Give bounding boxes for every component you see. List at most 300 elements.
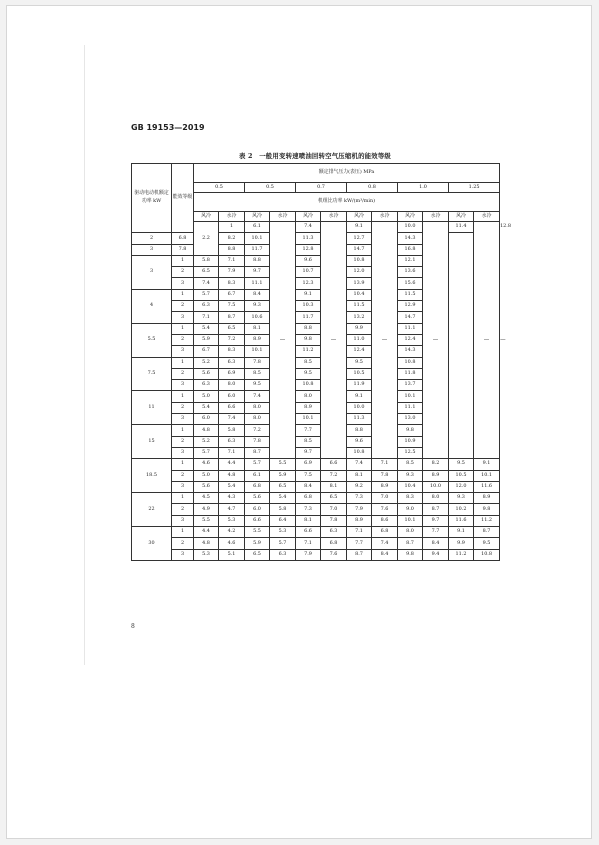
air-cooled-value-cell: 9.5 <box>296 368 321 379</box>
air-cooled-value-cell: 10.5 <box>347 368 372 379</box>
table-row <box>132 459 500 470</box>
header-water-cooled: 水冷 <box>474 212 500 222</box>
power-rating-cell: 30 <box>132 527 172 561</box>
header-water-cooled: 水冷 <box>270 212 296 222</box>
efficiency-level-cell: 1 <box>172 323 194 334</box>
air-cooled-value-cell: 10.6 <box>245 312 270 323</box>
efficiency-level-cell: 1 <box>172 391 194 402</box>
water-cooled-value-cell: 5.4 <box>219 481 245 492</box>
water-cooled-value-cell: 6.5 <box>270 481 296 492</box>
efficiency-level-cell: 1 <box>172 289 194 300</box>
air-cooled-value-cell: 5.7 <box>245 459 270 470</box>
efficiency-level-cell: 3 <box>172 346 194 357</box>
air-cooled-value-cell: 8.9 <box>347 515 372 526</box>
water-cooled-value-cell: 4.7 <box>219 504 245 515</box>
air-cooled-value-cell: 8.0 <box>245 414 270 425</box>
table-caption: 表 2 一般用变转速喷油回转空气压缩机的能效等级 <box>238 152 392 160</box>
air-cooled-value-cell: 5.2 <box>194 357 219 368</box>
efficiency-level-cell: 2 <box>132 233 172 244</box>
water-cooled-value-cell: 7.1 <box>372 459 398 470</box>
air-cooled-value-cell: 6.0 <box>245 504 270 515</box>
efficiency-level-cell: 2 <box>172 470 194 481</box>
air-cooled-value-cell: 5.4 <box>194 323 219 334</box>
water-cooled-value-cell: 6.4 <box>270 515 296 526</box>
air-cooled-value-cell: 7.1 <box>347 527 372 538</box>
efficiency-level-cell: 3 <box>172 515 194 526</box>
air-cooled-value-cell: 6.6 <box>245 515 270 526</box>
air-cooled-value-cell: 8.9 <box>296 402 321 413</box>
air-cooled-value-cell: 7.8 <box>245 436 270 447</box>
efficiency-level-cell: 3 <box>172 414 194 425</box>
air-cooled-value-cell: 11.2 <box>296 346 321 357</box>
air-cooled-value-cell: 6.8 <box>172 233 194 244</box>
efficiency-level-cell: 2 <box>172 538 194 549</box>
air-cooled-value-cell: 6.5 <box>219 323 245 334</box>
air-cooled-value-cell: 9.0 <box>398 504 423 515</box>
water-cooled-value-cell: 8.2 <box>423 459 449 470</box>
table-row <box>132 549 500 560</box>
air-cooled-value-cell: 9.3 <box>245 301 270 312</box>
air-cooled-value-cell: 10.8 <box>347 255 372 266</box>
air-cooled-value-cell: 10.4 <box>347 289 372 300</box>
air-cooled-value-cell: 6.3 <box>194 301 219 312</box>
table-row <box>132 515 500 526</box>
water-cooled-not-applicable-cell: — <box>372 222 398 459</box>
air-cooled-value-cell: 11.4 <box>449 222 474 233</box>
water-cooled-value-cell: 4.4 <box>219 459 245 470</box>
water-cooled-not-applicable-cell: — <box>321 222 347 459</box>
water-cooled-value-cell: 7.0 <box>321 504 347 515</box>
water-cooled-not-applicable-cell: — <box>270 222 296 459</box>
water-cooled-value-cell: 9.4 <box>423 549 449 560</box>
efficiency-level-cell: 3 <box>172 380 194 391</box>
water-cooled-value-cell: 5.1 <box>219 549 245 560</box>
air-cooled-value-cell: 7.4 <box>296 222 321 233</box>
air-cooled-value-cell: 9.8 <box>398 425 423 436</box>
efficiency-level-cell: 3 <box>172 447 194 458</box>
water-cooled-value-cell: 7.6 <box>321 549 347 560</box>
header-water-cooled: 水冷 <box>219 212 245 222</box>
air-cooled-value-cell: 6.7 <box>219 289 245 300</box>
air-cooled-value-cell: 7.4 <box>219 414 245 425</box>
air-cooled-value-cell: 7.9 <box>219 267 245 278</box>
water-cooled-value-cell: 6.6 <box>321 459 347 470</box>
water-cooled-value-cell: 8.0 <box>423 493 449 504</box>
power-rating-cell: 2.2 <box>194 222 219 256</box>
air-cooled-value-cell: 11.3 <box>347 414 372 425</box>
air-cooled-value-cell: 8.8 <box>219 244 245 255</box>
water-cooled-value-cell: 10.8 <box>474 549 500 560</box>
air-cooled-value-cell: 8.1 <box>347 470 372 481</box>
air-cooled-value-cell: 7.1 <box>296 538 321 549</box>
water-cooled-value-cell: 4.2 <box>219 527 245 538</box>
air-cooled-value-cell: 6.1 <box>245 470 270 481</box>
air-cooled-value-cell: 14.3 <box>398 346 423 357</box>
air-cooled-value-cell: 7.3 <box>296 504 321 515</box>
air-cooled-value-cell: 6.1 <box>245 222 270 233</box>
air-cooled-value-cell: 12.4 <box>347 346 372 357</box>
air-cooled-value-cell: 9.7 <box>245 267 270 278</box>
header-air-cooled: 风冷 <box>449 212 474 222</box>
air-cooled-value-cell: 8.9 <box>245 334 270 345</box>
header-air-cooled: 风冷 <box>398 212 423 222</box>
air-cooled-value-cell: 8.0 <box>245 402 270 413</box>
water-cooled-value-cell: 8.9 <box>372 481 398 492</box>
water-cooled-value-cell: 8.9 <box>423 470 449 481</box>
air-cooled-value-cell: 8.2 <box>219 233 245 244</box>
air-cooled-value-cell: 9.8 <box>398 549 423 560</box>
header-power: 驱动电动机额定功率 kW <box>132 164 172 233</box>
header-pressure-value: 0.7 <box>296 183 347 193</box>
efficiency-level-cell: 2 <box>172 402 194 413</box>
header-water-cooled: 水冷 <box>321 212 347 222</box>
air-cooled-value-cell: 11.6 <box>449 515 474 526</box>
air-cooled-value-cell: 9.5 <box>245 380 270 391</box>
air-cooled-value-cell: 8.5 <box>398 459 423 470</box>
water-cooled-value-cell: 7.2 <box>321 470 347 481</box>
power-rating-cell: 18.5 <box>132 459 172 493</box>
air-cooled-value-cell: 8.5 <box>296 436 321 447</box>
air-cooled-value-cell: 6.3 <box>219 436 245 447</box>
air-cooled-value-cell: 4.9 <box>194 504 219 515</box>
air-cooled-value-cell: 7.9 <box>296 549 321 560</box>
air-cooled-value-cell: 7.3 <box>347 493 372 504</box>
air-cooled-value-cell: 7.4 <box>347 459 372 470</box>
air-cooled-value-cell: 10.1 <box>398 391 423 402</box>
efficiency-table-body <box>132 164 500 561</box>
air-cooled-value-cell: 12.0 <box>347 267 372 278</box>
air-cooled-value-cell: 7.1 <box>219 447 245 458</box>
air-cooled-value-cell: 8.7 <box>398 538 423 549</box>
header-ratio: 机组比功率 kW/(m³/min) <box>194 193 500 212</box>
air-cooled-value-cell: 5.8 <box>194 255 219 266</box>
power-rating-cell: 15 <box>132 425 172 459</box>
efficiency-level-cell: 3 <box>172 278 194 289</box>
water-cooled-value-cell: 7.4 <box>372 538 398 549</box>
air-cooled-value-cell: 9.5 <box>449 459 474 470</box>
water-cooled-value-cell: 5.4 <box>270 493 296 504</box>
power-rating-cell: 4 <box>132 289 172 323</box>
air-cooled-value-cell: 5.5 <box>245 527 270 538</box>
air-cooled-value-cell: 11.7 <box>296 312 321 323</box>
water-cooled-value-cell: 5.3 <box>219 515 245 526</box>
water-cooled-value-cell: 9.7 <box>423 515 449 526</box>
air-cooled-value-cell: 6.9 <box>219 368 245 379</box>
air-cooled-value-cell: 9.5 <box>347 357 372 368</box>
air-cooled-value-cell: 4.4 <box>194 527 219 538</box>
efficiency-level-cell: 3 <box>132 244 172 255</box>
air-cooled-value-cell: 8.5 <box>296 357 321 368</box>
air-cooled-value-cell: 12.0 <box>449 481 474 492</box>
air-cooled-value-cell: 8.3 <box>219 278 245 289</box>
air-cooled-value-cell: 12.5 <box>398 447 423 458</box>
air-cooled-value-cell: 13.9 <box>347 278 372 289</box>
efficiency-level-cell: 1 <box>172 425 194 436</box>
water-cooled-value-cell: 10.0 <box>423 481 449 492</box>
water-cooled-value-cell: 6.3 <box>270 549 296 560</box>
table-row <box>132 493 500 504</box>
air-cooled-value-cell: 5.4 <box>194 402 219 413</box>
air-cooled-value-cell: 5.6 <box>194 368 219 379</box>
air-cooled-value-cell: 9.1 <box>347 391 372 402</box>
header-level: 能效等级 <box>172 164 194 233</box>
efficiency-level-cell: 2 <box>172 436 194 447</box>
header-pressure-value: 1.0 <box>398 183 449 193</box>
header-air-cooled: 风冷 <box>194 212 219 222</box>
water-cooled-value-cell: 5.8 <box>270 504 296 515</box>
air-cooled-value-cell: 10.1 <box>245 346 270 357</box>
water-cooled-value-cell: 7.8 <box>372 470 398 481</box>
air-cooled-value-cell: 8.5 <box>245 368 270 379</box>
header-pressure-value: 0.5 <box>245 183 296 193</box>
air-cooled-value-cell: 6.5 <box>245 549 270 560</box>
air-cooled-value-cell: 10.1 <box>398 515 423 526</box>
air-cooled-value-cell: 12.3 <box>296 278 321 289</box>
air-cooled-value-cell: 10.3 <box>296 301 321 312</box>
air-cooled-value-cell: 9.1 <box>347 222 372 233</box>
air-cooled-value-cell: 8.7 <box>219 312 245 323</box>
air-cooled-value-cell: 5.0 <box>194 391 219 402</box>
air-cooled-value-cell: 6.0 <box>194 414 219 425</box>
air-cooled-value-cell: 10.4 <box>398 481 423 492</box>
table-row <box>132 470 500 481</box>
air-cooled-value-cell: 6.9 <box>296 459 321 470</box>
air-cooled-value-cell: 12.9 <box>398 301 423 312</box>
air-cooled-value-cell: 5.7 <box>194 289 219 300</box>
header-air-cooled: 风冷 <box>296 212 321 222</box>
water-cooled-value-cell: 5.5 <box>270 459 296 470</box>
water-cooled-value-cell: 11.6 <box>474 481 500 492</box>
air-cooled-value-cell: 13.7 <box>398 380 423 391</box>
air-cooled-value-cell: 11.2 <box>449 549 474 560</box>
air-cooled-value-cell: 6.6 <box>296 527 321 538</box>
water-cooled-value-cell: 5.7 <box>270 538 296 549</box>
power-rating-cell: 11 <box>132 391 172 425</box>
air-cooled-value-cell: 10.1 <box>296 414 321 425</box>
air-cooled-value-cell: 6.3 <box>219 357 245 368</box>
air-cooled-value-cell: 9.3 <box>449 493 474 504</box>
water-cooled-value-cell: 8.4 <box>372 549 398 560</box>
header-pressure-value: 1.25 <box>449 183 500 193</box>
air-cooled-value-cell: 13.2 <box>347 312 372 323</box>
air-cooled-value-cell: 7.9 <box>347 504 372 515</box>
air-cooled-value-cell: 9.8 <box>296 334 321 345</box>
air-cooled-value-cell: 7.4 <box>245 391 270 402</box>
header-row-pressure <box>132 164 500 183</box>
water-cooled-value-cell: 8.9 <box>474 493 500 504</box>
air-cooled-value-cell: 6.8 <box>296 493 321 504</box>
air-cooled-value-cell: 8.1 <box>245 323 270 334</box>
table-row <box>132 504 500 515</box>
air-cooled-value-cell: 14.3 <box>398 233 423 244</box>
air-cooled-value-cell: 12.1 <box>398 255 423 266</box>
air-cooled-value-cell: 7.5 <box>296 470 321 481</box>
air-cooled-value-cell: 8.0 <box>296 391 321 402</box>
efficiency-level-cell: 2 <box>172 267 194 278</box>
air-cooled-value-cell: 9.3 <box>398 470 423 481</box>
air-cooled-value-cell: 10.8 <box>398 357 423 368</box>
header-pressure-value: 0.8 <box>347 183 398 193</box>
header-air-cooled: 风冷 <box>347 212 372 222</box>
efficiency-level-cell: 1 <box>219 222 245 233</box>
air-cooled-value-cell: 9.2 <box>347 481 372 492</box>
air-cooled-value-cell: 7.2 <box>245 425 270 436</box>
air-cooled-value-cell: 9.9 <box>347 323 372 334</box>
efficiency-level-cell: 2 <box>172 368 194 379</box>
efficiency-level-cell: 1 <box>172 459 194 470</box>
air-cooled-value-cell: 7.8 <box>245 357 270 368</box>
table-row <box>132 481 500 492</box>
air-cooled-value-cell: 8.8 <box>296 323 321 334</box>
air-cooled-value-cell: 7.1 <box>219 255 245 266</box>
water-cooled-value-cell: 5.9 <box>270 470 296 481</box>
air-cooled-value-cell: 9.7 <box>296 447 321 458</box>
air-cooled-value-cell: 6.7 <box>194 346 219 357</box>
efficiency-level-cell: 1 <box>172 527 194 538</box>
binding-margin-line <box>84 45 85 665</box>
air-cooled-value-cell: 12.4 <box>398 334 423 345</box>
air-cooled-value-cell: 5.9 <box>245 538 270 549</box>
power-rating-cell: 5.5 <box>132 323 172 357</box>
water-cooled-value-cell: 9.1 <box>474 459 500 470</box>
efficiency-level-cell: 1 <box>172 255 194 266</box>
air-cooled-value-cell: 5.6 <box>194 481 219 492</box>
efficiency-table <box>131 163 500 561</box>
efficiency-level-cell: 1 <box>172 357 194 368</box>
air-cooled-value-cell: 10.2 <box>449 504 474 515</box>
air-cooled-value-cell: 10.1 <box>245 233 270 244</box>
air-cooled-value-cell: 10.0 <box>347 402 372 413</box>
air-cooled-value-cell: 10.8 <box>296 380 321 391</box>
air-cooled-value-cell: 8.0 <box>219 380 245 391</box>
air-cooled-value-cell: 11.5 <box>347 301 372 312</box>
header-pressure-value: 0.5 <box>194 183 245 193</box>
water-cooled-value-cell: 7.7 <box>423 527 449 538</box>
air-cooled-value-cell: 6.0 <box>219 391 245 402</box>
air-cooled-value-cell: 5.9 <box>194 334 219 345</box>
water-cooled-value-cell: 11.2 <box>474 515 500 526</box>
air-cooled-value-cell: 16.8 <box>398 244 423 255</box>
air-cooled-value-cell: 5.3 <box>194 549 219 560</box>
water-cooled-value-cell: 8.6 <box>372 515 398 526</box>
water-cooled-value-cell: 4.3 <box>219 493 245 504</box>
air-cooled-value-cell: 11.5 <box>398 289 423 300</box>
air-cooled-value-cell: 8.8 <box>347 425 372 436</box>
water-cooled-value-cell: 9.8 <box>474 504 500 515</box>
air-cooled-value-cell: 7.2 <box>219 334 245 345</box>
air-cooled-value-cell: 10.0 <box>398 222 423 233</box>
air-cooled-value-cell: 12.8 <box>296 244 321 255</box>
air-cooled-value-cell: 5.8 <box>219 425 245 436</box>
air-cooled-value-cell: 6.6 <box>219 402 245 413</box>
air-cooled-value-cell: 6.5 <box>194 267 219 278</box>
air-cooled-value-cell: 14.7 <box>347 244 372 255</box>
table-row <box>132 538 500 549</box>
air-cooled-value-cell: 8.8 <box>245 255 270 266</box>
header-water-cooled: 水冷 <box>372 212 398 222</box>
efficiency-level-cell: 2 <box>172 504 194 515</box>
efficiency-table-container <box>131 163 499 561</box>
page-number: 8 <box>131 623 135 630</box>
water-cooled-value-cell: 8.4 <box>423 538 449 549</box>
water-cooled-not-applicable-cell: — <box>423 222 449 459</box>
air-cooled-value-cell: 7.4 <box>194 278 219 289</box>
air-cooled-value-cell: 8.4 <box>296 481 321 492</box>
air-cooled-value-cell: 8.3 <box>219 346 245 357</box>
water-cooled-value-cell: 10.1 <box>474 470 500 481</box>
air-cooled-value-cell: 13.0 <box>398 414 423 425</box>
air-cooled-value-cell: 11.9 <box>347 380 372 391</box>
air-cooled-value-cell: 11.7 <box>245 244 270 255</box>
water-cooled-value-cell: 7.6 <box>372 504 398 515</box>
air-cooled-value-cell: 8.1 <box>296 515 321 526</box>
water-cooled-value-cell: 4.8 <box>219 470 245 481</box>
power-rating-cell: 7.5 <box>132 357 172 391</box>
air-cooled-value-cell: 8.7 <box>347 549 372 560</box>
water-cooled-value-cell: 5.3 <box>270 527 296 538</box>
efficiency-level-cell: 2 <box>172 334 194 345</box>
air-cooled-value-cell: 6.8 <box>245 481 270 492</box>
air-cooled-value-cell: 11.3 <box>296 233 321 244</box>
efficiency-level-cell: 3 <box>172 312 194 323</box>
air-cooled-value-cell: 9.6 <box>347 436 372 447</box>
air-cooled-value-cell: 11.1 <box>398 402 423 413</box>
air-cooled-value-cell: 7.5 <box>219 301 245 312</box>
water-cooled-value-cell: 8.1 <box>321 481 347 492</box>
water-cooled-value-cell: 9.5 <box>474 538 500 549</box>
water-cooled-value-cell: 6.8 <box>321 538 347 549</box>
air-cooled-value-cell: 5.0 <box>194 470 219 481</box>
air-cooled-value-cell: 10.5 <box>449 470 474 481</box>
air-cooled-value-cell: 10.9 <box>398 436 423 447</box>
air-cooled-value-cell: 9.9 <box>449 538 474 549</box>
air-cooled-value-cell: 8.0 <box>398 527 423 538</box>
air-cooled-value-cell: 5.2 <box>194 436 219 447</box>
water-cooled-value-cell: 7.8 <box>321 515 347 526</box>
header-air-cooled: 风冷 <box>245 212 270 222</box>
efficiency-level-cell: 3 <box>172 481 194 492</box>
air-cooled-value-cell: 7.7 <box>347 538 372 549</box>
air-cooled-value-cell: 10.7 <box>296 267 321 278</box>
efficiency-level-cell: 3 <box>172 549 194 560</box>
air-cooled-value-cell: 11.1 <box>398 323 423 334</box>
air-cooled-value-cell: 4.8 <box>194 538 219 549</box>
air-cooled-value-cell: 8.4 <box>245 289 270 300</box>
power-rating-cell: 3 <box>132 255 172 289</box>
air-cooled-value-cell: 5.6 <box>245 493 270 504</box>
air-cooled-value-cell: 7.7 <box>296 425 321 436</box>
efficiency-level-cell: 2 <box>172 301 194 312</box>
air-cooled-value-cell: 9.1 <box>449 527 474 538</box>
water-cooled-value-cell: 6.5 <box>321 493 347 504</box>
table-row <box>132 527 500 538</box>
power-rating-cell: 22 <box>132 493 172 527</box>
air-cooled-value-cell: 12.7 <box>347 233 372 244</box>
air-cooled-value-cell: 13.6 <box>398 267 423 278</box>
air-cooled-value-cell: 5.7 <box>194 447 219 458</box>
water-cooled-value-cell: 8.7 <box>423 504 449 515</box>
air-cooled-value-cell: 4.6 <box>194 459 219 470</box>
air-cooled-value-cell: 7.8 <box>172 244 194 255</box>
air-cooled-value-cell: 9.6 <box>296 255 321 266</box>
standard-id: GB 19153—2019 <box>131 123 205 132</box>
air-cooled-value-cell: 15.6 <box>398 278 423 289</box>
air-cooled-value-cell: 4.8 <box>194 425 219 436</box>
header-water-cooled: 水冷 <box>423 212 449 222</box>
water-cooled-value-cell: 6.8 <box>372 527 398 538</box>
air-cooled-value-cell: 10.8 <box>347 447 372 458</box>
water-cooled-value-cell: 8.7 <box>474 527 500 538</box>
